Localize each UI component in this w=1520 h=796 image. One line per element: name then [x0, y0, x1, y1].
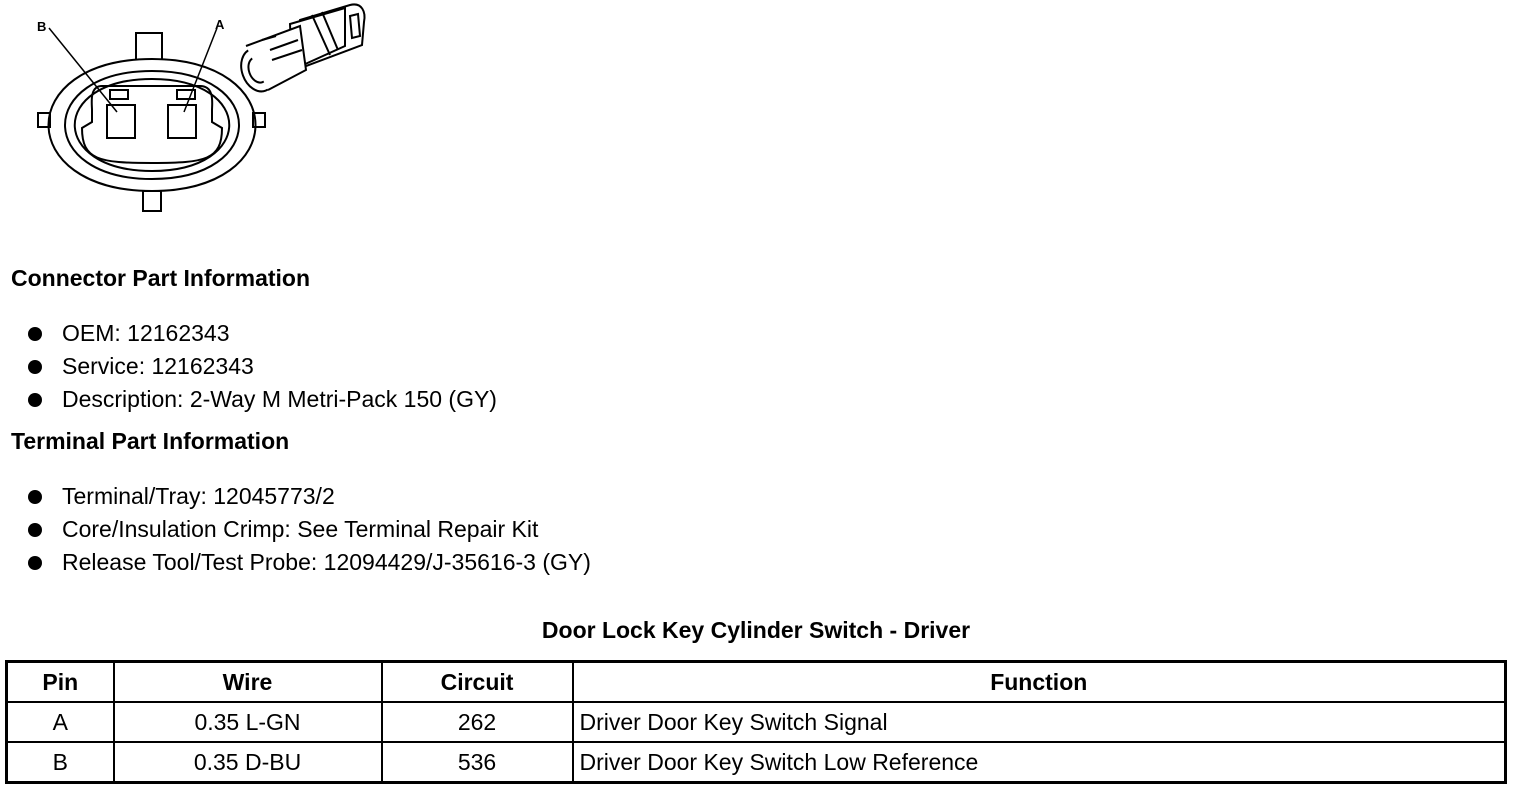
list-item: Description: 2-Way M Metri-Pack 150 (GY): [28, 383, 497, 416]
table-row: [7, 702, 1506, 742]
wire-cell: 0.35 L-GN: [114, 702, 382, 742]
list-item: Terminal/Tray: 12045773/2: [28, 480, 591, 513]
terminal-part-info-list: [28, 480, 591, 579]
connector-perspective-view: [235, 4, 364, 96]
circuit-cell: 536: [382, 742, 573, 783]
pin-b-label: B: [37, 19, 47, 34]
list-item: Service: 12162343: [28, 350, 497, 383]
wire-cell: 0.35 D-BU: [114, 742, 382, 783]
connector-part-info-list: [28, 317, 497, 416]
list-item: Core/Insulation Crimp: See Terminal Repair Kit: [28, 513, 591, 546]
function-cell: Driver Door Key Switch Signal: [573, 702, 1506, 742]
pin-a-label: A: [215, 17, 225, 32]
bullet-icon: [28, 556, 42, 570]
column-header-pin: Pin: [7, 662, 114, 703]
bullet-icon: [28, 327, 42, 341]
terminal-part-info-heading: Terminal Part Information: [11, 428, 290, 454]
column-header-function: Function: [573, 662, 1506, 703]
pin-cell: A: [7, 702, 114, 742]
bullet-icon: [28, 393, 42, 407]
pinout-table: [5, 660, 1507, 784]
bullet-icon: [28, 523, 42, 537]
bullet-icon: [28, 360, 42, 374]
table-title: Door Lock Key Cylinder Switch - Driver: [541, 617, 971, 643]
connector-diagram: [0, 0, 380, 225]
bullet-icon: [28, 490, 42, 504]
pin-cell: B: [7, 742, 114, 783]
function-cell: Driver Door Key Switch Low Reference: [573, 742, 1506, 783]
connector-part-info-heading: Connector Part Information: [11, 265, 311, 291]
list-item: OEM: 12162343: [28, 317, 497, 350]
list-item: Release Tool/Test Probe: 12094429/J-35616-3 (GY): [28, 546, 591, 579]
table-header-row: [7, 662, 1506, 703]
table-row: [7, 742, 1506, 783]
circuit-cell: 262: [382, 702, 573, 742]
column-header-circuit: Circuit: [382, 662, 573, 703]
column-header-wire: Wire: [114, 662, 382, 703]
